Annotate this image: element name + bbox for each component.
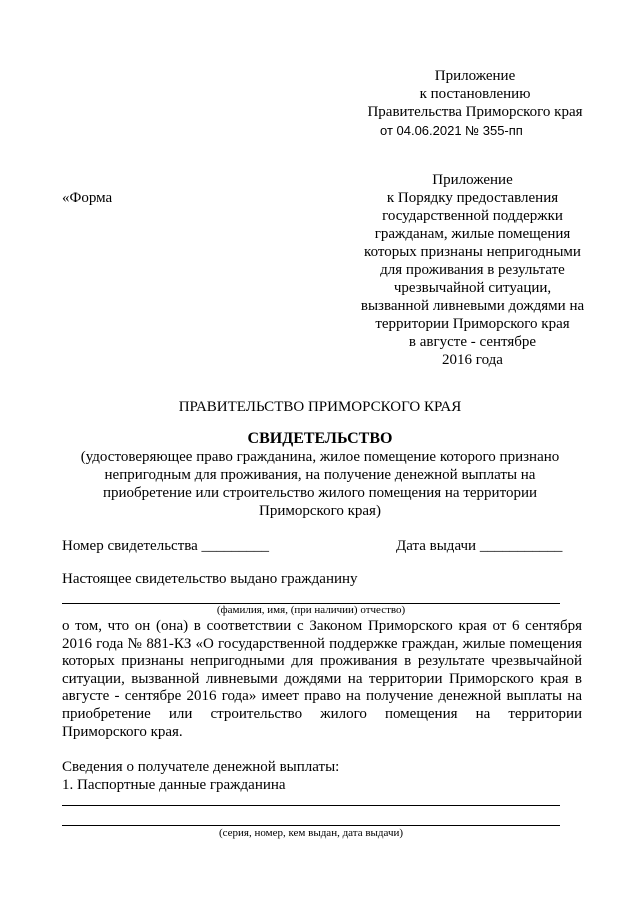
annex-reference-stamp: от 04.06.2021 № 355-пп [380, 123, 523, 138]
issue-date-field[interactable]: Дата выдачи ___________ [396, 538, 563, 554]
body-line: августе - сентябре 2016 года» имеет право на получение денежной выплаты на [62, 688, 582, 705]
subtitle-line: (удостоверяющее право гражданина, жилое помещение которого признано [80, 449, 560, 465]
document-title: СВИДЕТЕЛЬСТВО [247, 430, 393, 447]
appendix-line: государственной поддержки [382, 208, 563, 224]
passport-caption: (серия, номер, кем выдан, дата выдачи) [218, 827, 404, 839]
form-label: «Форма [62, 190, 113, 206]
passport-item: 1. Паспортные данные гражданина [62, 777, 286, 793]
body-line-last: Приморского края. [62, 723, 183, 740]
annex-to: к постановлению [419, 86, 531, 102]
body-line: 2016 года № 881-КЗ «О государственной поддержке граждан, жилые помещения [62, 635, 582, 652]
appendix-line: территории Приморского края [375, 316, 570, 332]
appendix-line: 2016 года [442, 352, 503, 368]
appendix-line: гражданам, жилые помещения [374, 226, 571, 242]
appendix-line: к Порядку предоставления [386, 190, 559, 206]
annex-title: Приложение [434, 68, 516, 84]
issued-to-text: Настоящее свидетельство выдано гражданину [62, 571, 358, 587]
appendix-line: для проживания в результате [380, 262, 565, 278]
subtitle-line: Приморского края) [259, 503, 381, 519]
body-line: приобретение или строительство жилого помещения на территории [62, 705, 582, 722]
body-paragraph [62, 618, 582, 741]
subtitle-line: непригодным для проживания, на получение денежной выплаты на [104, 467, 536, 483]
body-line: которых признаны непригодными для проживания в результате чрезвычайной [62, 653, 582, 670]
appendix-line: в августе - сентябре [408, 334, 537, 350]
appendix-line: чрезвычайной ситуации, [393, 280, 552, 296]
appendix-line: Приложение [432, 172, 513, 188]
subtitle-line: приобретение или строительство жилого помещения на территории [102, 485, 537, 501]
body-line: ситуации, вызванной ливневыми дождями на территории Приморского края в [62, 670, 582, 687]
name-caption: (фамилия, имя, (при наличии) отчество) [216, 604, 406, 616]
appendix-line: вызванной ливневыми дождями на [360, 298, 585, 314]
government-heading: ПРАВИТЕЛЬСТВО ПРИМОРСКОГО КРАЯ [178, 399, 462, 415]
recipient-info-heading: Сведения о получателе денежной выплаты: [62, 759, 340, 775]
passport-entry-line-1[interactable] [62, 805, 560, 806]
certificate-number-field[interactable]: Номер свидетельства _________ [62, 538, 270, 554]
annex-government: Правительства Приморского края [367, 104, 583, 120]
body-line: о том, что он (она) в соответствии с Законом Приморского края от 6 сентября [62, 618, 582, 634]
appendix-line: которых признаны непригодными [364, 244, 581, 260]
